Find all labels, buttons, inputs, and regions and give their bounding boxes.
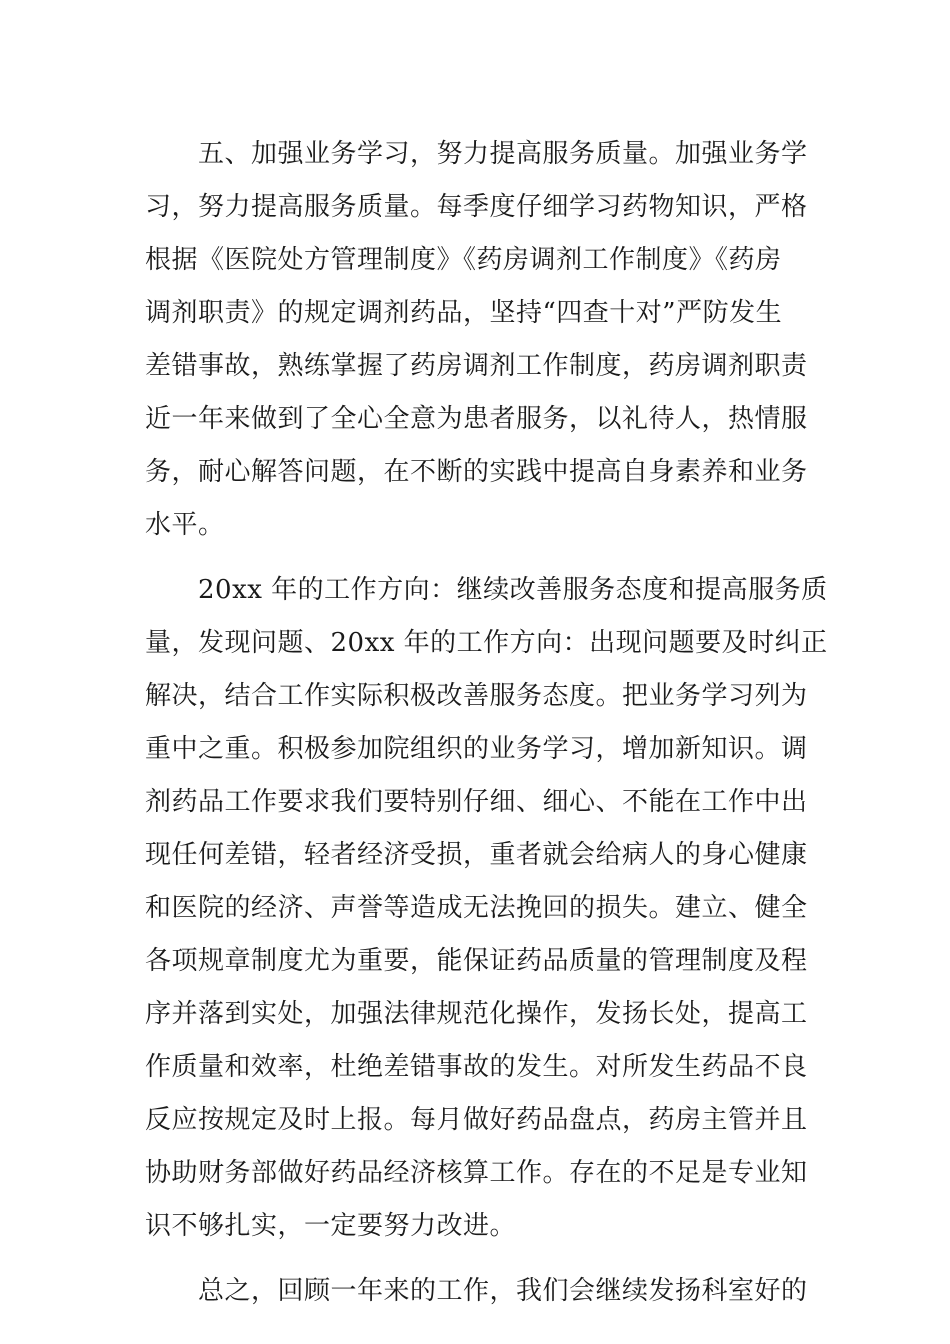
text-line: 解决，结合工作实际积极改善服务态度。把业务学习列为	[145, 681, 808, 711]
text-line: 务，耐心解答问题，在不断的实践中提高自身素养和业务	[145, 457, 808, 487]
text-line: 习，努力提高服务质量。每季度仔细学习药物知识，严格	[145, 192, 808, 222]
text-line: 五、加强业务学习，努力提高服务质量。加强业务学	[145, 139, 808, 169]
text-line: 作质量和效率，杜绝差错事故的发生。对所发生药品不良	[145, 1052, 808, 1082]
text-line: 和医院的经济、声誉等造成无法挽回的损失。建立、健全	[145, 893, 808, 923]
text-line: 剂药品工作要求我们要特别仔细、细心、不能在工作中出	[145, 787, 808, 817]
paragraph-section-five	[145, 128, 809, 552]
text-line: 量，发现问题、20xx 年的工作方向：出现问题要及时纠正	[145, 628, 828, 658]
text-line: 序并落到实处，加强法律规范化操作，发扬长处，提高工	[145, 999, 808, 1029]
paragraph-spacer	[145, 1253, 809, 1265]
paragraph-spacer	[145, 552, 809, 564]
text-line: 识不够扎实，一定要努力改进。	[145, 1211, 517, 1241]
text-line: 调剂职责》的规定调剂药品，坚持“四查十对”严防发生	[145, 298, 783, 328]
paragraph-summary	[145, 1265, 809, 1318]
text-line: 反应按规定及时上报。每月做好药品盘点，药房主管并且	[145, 1105, 808, 1135]
text-line: 现任何差错，轻者经济受损，重者就会给病人的身心健康	[145, 840, 808, 870]
text-line: 协助财务部做好药品经济核算工作。存在的不足是专业知	[145, 1158, 808, 1188]
text-line: 差错事故，熟练掌握了药房调剂工作制度，药房调剂职责	[145, 351, 808, 381]
text-line: 近一年来做到了全心全意为患者服务，以礼待人，热情服	[145, 404, 808, 434]
text-line: 各项规章制度尤为重要，能保证药品质量的管理制度及程	[145, 946, 808, 976]
text-line: 重中之重。积极参加院组织的业务学习，增加新知识。调	[145, 734, 808, 764]
text-line: 水平。	[145, 510, 225, 540]
document-body	[145, 128, 828, 1318]
text-line: 总之，回顾一年来的工作，我们会继续发扬科室好的	[145, 1276, 808, 1306]
text-line: 根据《医院处方管理制度》《药房调剂工作制度》《药房	[145, 245, 782, 275]
paragraph-work-direction	[145, 564, 828, 1253]
text-line: 20xx 年的工作方向：继续改善服务态度和提高服务质	[145, 575, 828, 605]
